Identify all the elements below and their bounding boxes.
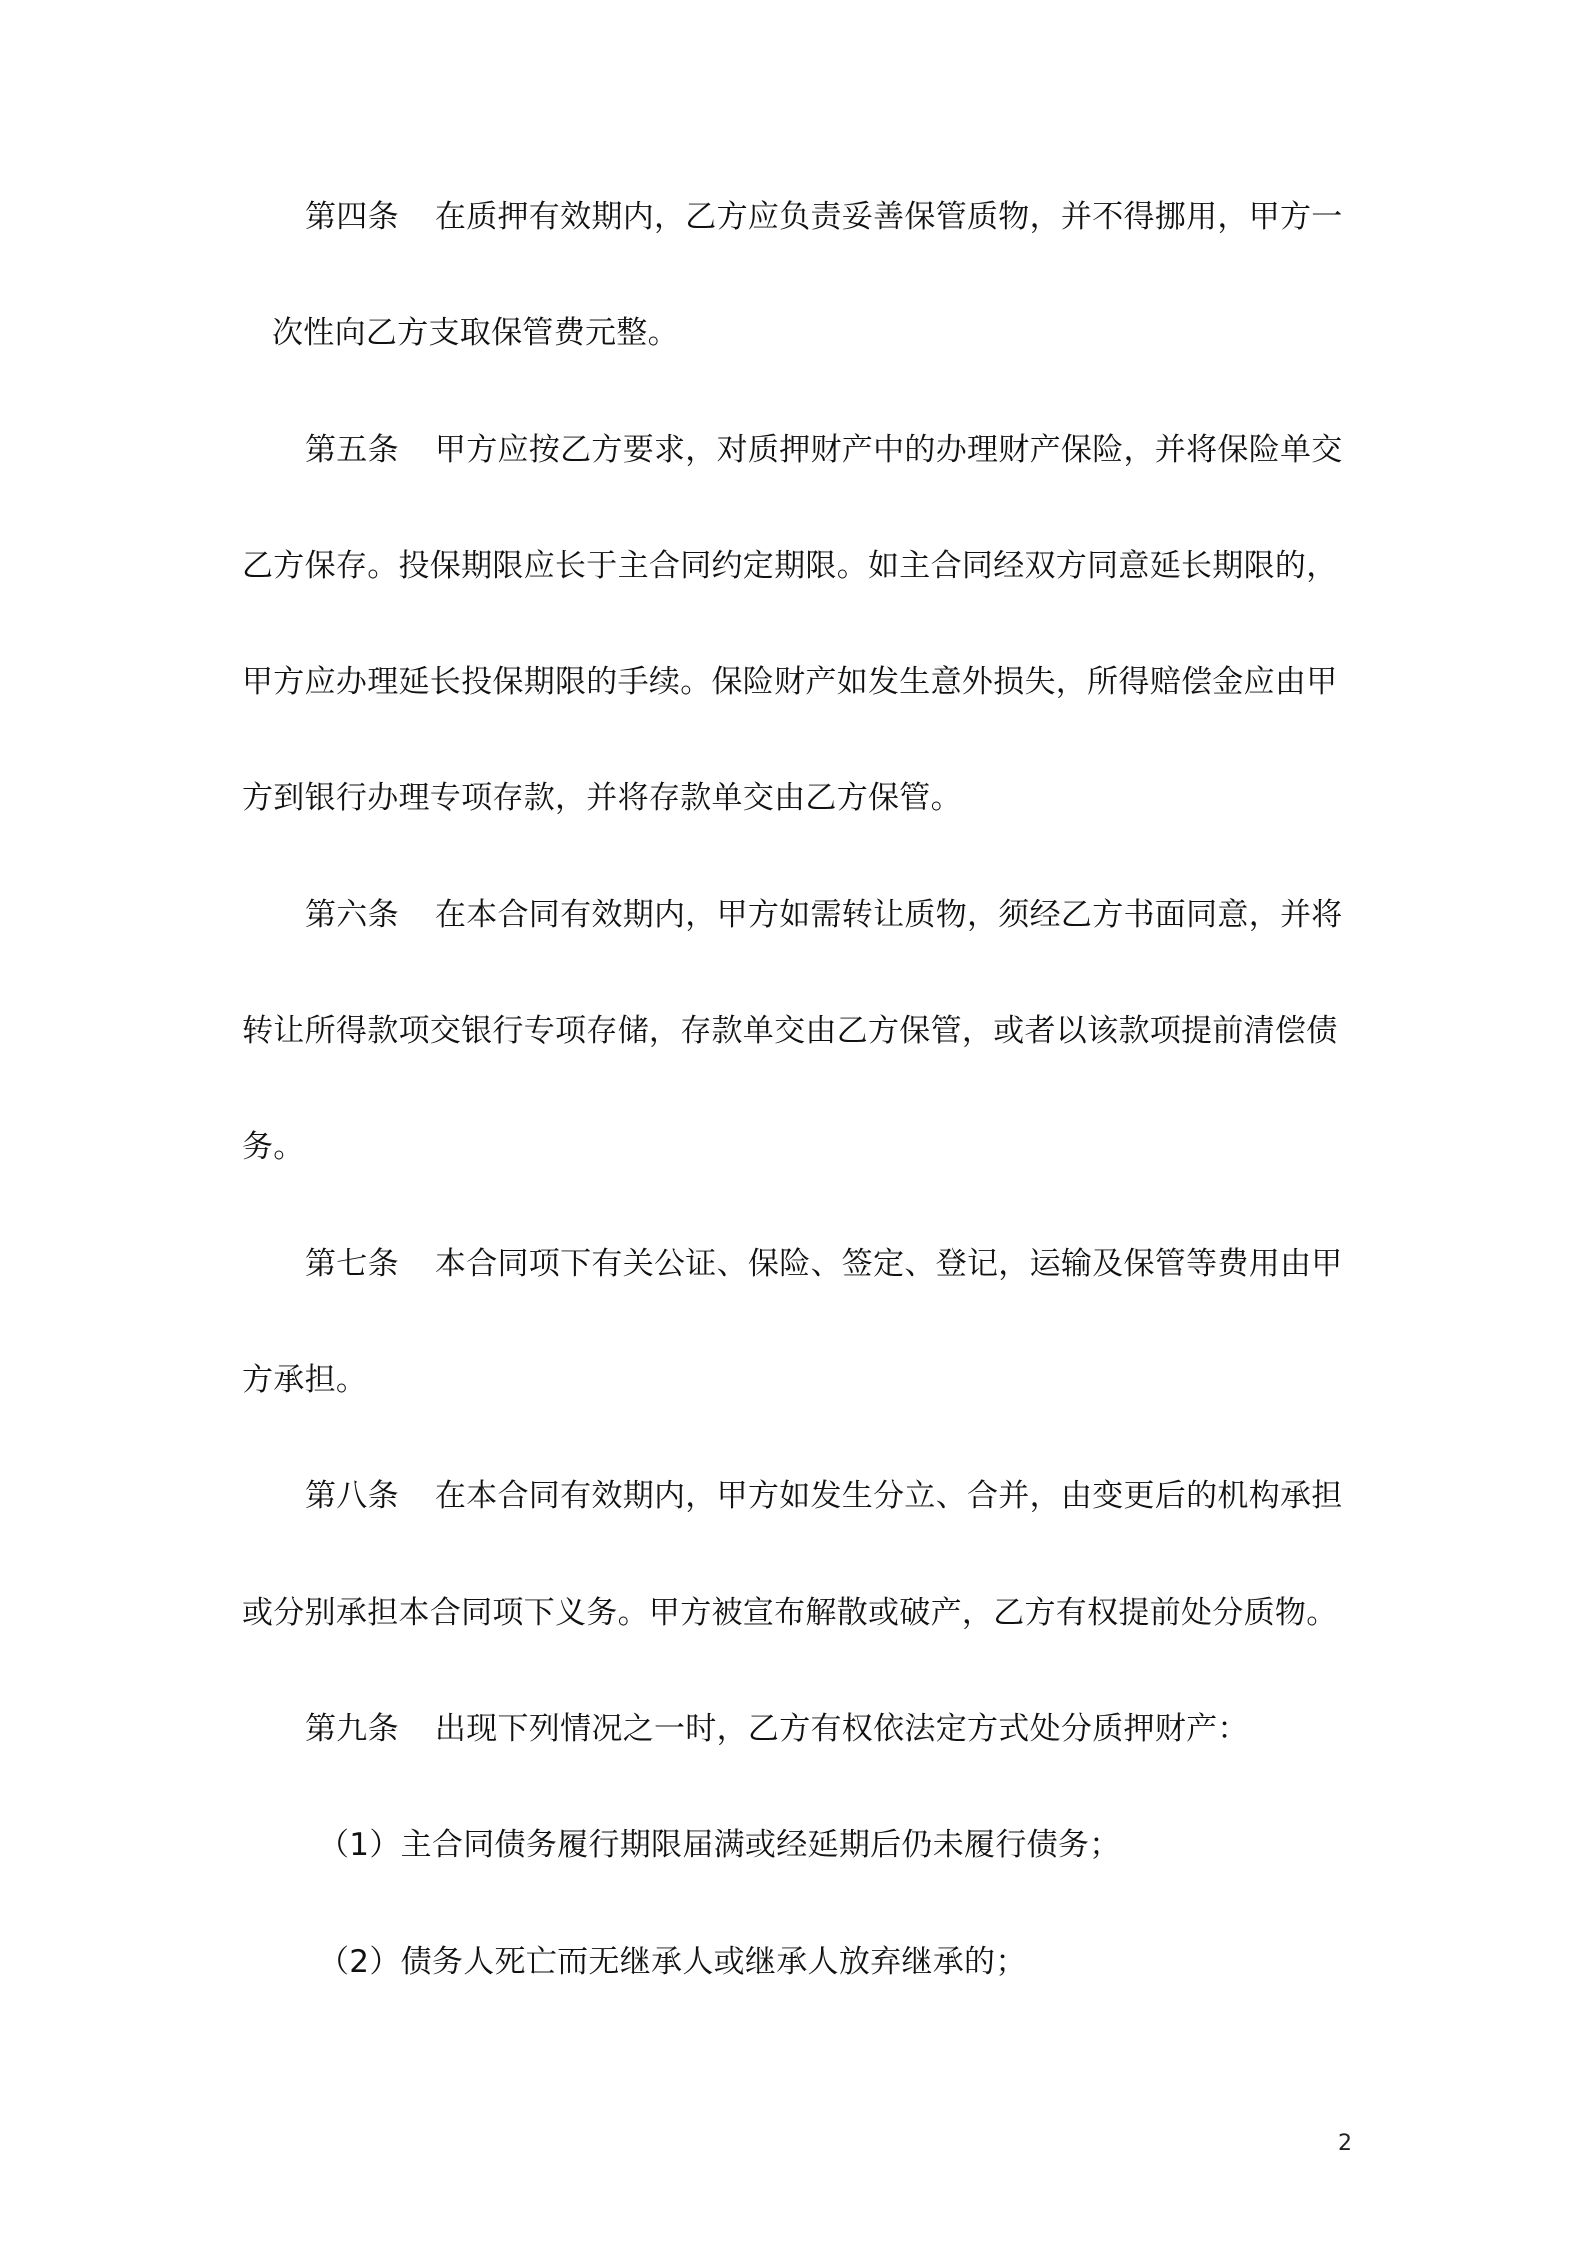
clause-number: 第八条 (305, 1478, 399, 1514)
clause-7-line-2 (242, 1360, 1352, 1400)
clause-8-line-2 (242, 1593, 1352, 1633)
clause-text: 出现下列情况之一时，乙方有权依法定方式处分质押财产： (434, 1711, 1249, 1747)
paragraph-text: 乙方保存。投保期限应长于主合同约定期限。如主合同经双方同意延长期限的， (242, 548, 1338, 584)
clause-8-line-1 (305, 1476, 1415, 1516)
clause-5-line-3 (242, 662, 1352, 702)
clause-text: 在本合同有效期内，甲方如需转让质物，须经乙方书面同意，并将 (434, 897, 1343, 933)
clause-number: 第九条 (305, 1711, 399, 1747)
clause-4-line-2 (272, 313, 1382, 353)
paragraph-text: 方承担。 (242, 1362, 368, 1398)
clause-number: 第五条 (305, 432, 399, 468)
clause-9-item-1 (318, 1825, 1428, 1865)
clause-5-line-2 (242, 546, 1352, 586)
paragraph-text: 务。 (242, 1129, 305, 1165)
clause-number: 第六条 (305, 897, 399, 933)
clause-5-line-4 (242, 778, 1352, 818)
clause-text: 甲方应按乙方要求，对质押财产中的办理财产保险，并将保险单交 (434, 432, 1343, 468)
clause-6-line-2 (242, 1011, 1352, 1051)
clause-text: 本合同项下有关公证、保险、签定、登记，运输及保管等费用由甲 (434, 1246, 1343, 1282)
clause-9-item-2 (318, 1942, 1428, 1982)
paragraph-text: 转让所得款项交银行专项存储，存款单交由乙方保管，或者以该款项提前清偿债 (242, 1013, 1338, 1049)
paragraph-text: 次性向乙方支取保管费元整。 (272, 315, 679, 351)
paragraph-text: 或分别承担本合同项下义务。甲方被宣布解散或破产，乙方有权提前处分质物。 (242, 1595, 1338, 1631)
clause-6-line-3 (242, 1127, 1352, 1167)
clause-text: 在本合同有效期内，甲方如发生分立、合并，由变更后的机构承担 (434, 1478, 1343, 1514)
clause-4-line-1 (305, 197, 1415, 237)
clause-7-line-1 (305, 1244, 1415, 1284)
clause-5-line-1 (305, 430, 1415, 470)
clause-9-line-1 (305, 1709, 1415, 1749)
clause-6-line-1 (305, 895, 1415, 935)
clause-number: 第四条 (305, 199, 399, 235)
list-item-text: （1）主合同债务履行期限届满或经延期后仍未履行债务； (318, 1827, 1121, 1863)
page-number: 2 (1338, 2131, 1352, 2156)
list-item-text: （2）债务人死亡而无继承人或继承人放弃继承的； (318, 1944, 1027, 1980)
paragraph-text: 甲方应办理延长投保期限的手续。保险财产如发生意外损失，所得赔偿金应由甲 (242, 664, 1338, 700)
clause-text: 在质押有效期内，乙方应负责妥善保管质物，并不得挪用，甲方一 (434, 199, 1343, 235)
paragraph-text: 方到银行办理专项存款，并将存款单交由乙方保管。 (242, 780, 962, 816)
clause-number: 第七条 (305, 1246, 399, 1282)
